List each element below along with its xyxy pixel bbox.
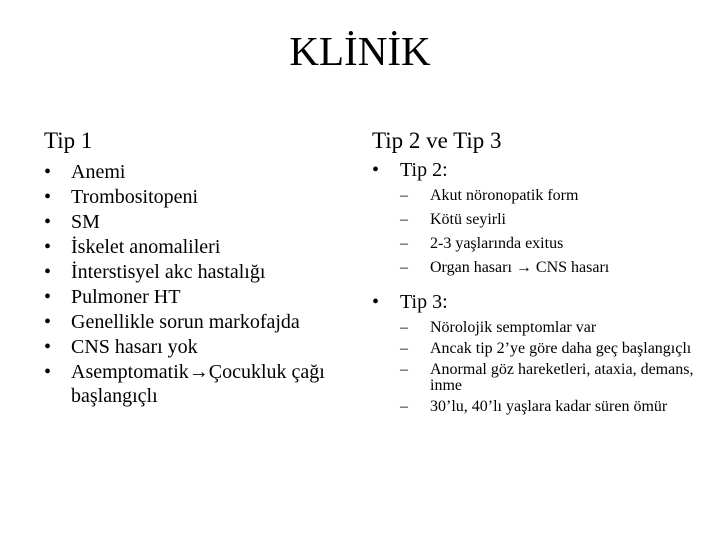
bullet-marker: • [372, 159, 380, 181]
list-item [44, 260, 364, 284]
sub-item-text: Nörolojik semptomlar var [430, 319, 597, 336]
list-item-text: CNS hasarı yok [71, 336, 198, 358]
sub-list-item [400, 188, 712, 204]
bullet-marker: • [44, 361, 52, 383]
list-item [44, 235, 364, 259]
dash-marker: – [400, 235, 408, 252]
sub-list-item [400, 399, 712, 415]
list-item-text: İskelet anomalileri [71, 236, 221, 258]
list-item-text: Pulmoner HT [71, 286, 181, 308]
list-item-text: İnterstisyel akc hastalığı [71, 261, 266, 283]
bullet-marker: • [44, 236, 52, 258]
list-item [44, 210, 364, 234]
sub-list-item [400, 260, 712, 276]
sub-item-text: Ancak tip 2’ye göre daha geç başlangıçlı [430, 340, 692, 357]
sub-item-text: Organ hasarı → CNS hasarı [430, 259, 610, 276]
bullet-marker: • [44, 161, 52, 183]
list-item [44, 185, 364, 209]
right-column-heading: Tip 2 ve Tip 3 [372, 128, 502, 153]
bullet-marker: • [44, 211, 52, 233]
group-label: Tip 3: [400, 291, 448, 313]
list-item [44, 160, 364, 184]
dash-marker: – [400, 259, 408, 276]
left-column-heading: Tip 1 [44, 128, 93, 153]
dash-marker: – [400, 340, 408, 357]
list-item-text: Trombositopeni [71, 186, 199, 208]
group-label: Tip 2: [400, 159, 448, 181]
bullet-marker: • [44, 336, 52, 358]
dash-marker: – [400, 398, 408, 415]
list-item-tip2 [372, 158, 712, 276]
sub-list-item [400, 341, 712, 357]
list-item-text: Anemi [71, 161, 126, 183]
dash-marker: – [400, 319, 408, 336]
list-item-text: Genellikle sorun markofajda [71, 311, 300, 333]
dash-marker: – [400, 361, 408, 378]
sub-item-text: 2-3 yaşlarında exitus [430, 235, 564, 252]
bullet-marker: • [44, 311, 52, 333]
bullet-marker: • [44, 261, 52, 283]
tip2-sub-list [400, 188, 712, 276]
list-item [44, 310, 364, 334]
list-item [44, 285, 364, 309]
sub-list-item [400, 212, 712, 228]
dash-marker: – [400, 211, 408, 228]
tip2-tip3-bullet-list [372, 158, 712, 420]
dash-marker: – [400, 187, 408, 204]
list-item [44, 360, 364, 408]
list-item-text: SM [71, 211, 100, 233]
tip3-sub-list [400, 320, 712, 415]
tip1-bullet-list [44, 160, 364, 409]
sub-item-text: Akut nöronopatik form [430, 187, 579, 204]
sub-item-text: Anormal göz hareketleri, ataxia, demans, inme [430, 361, 694, 394]
bullet-marker: • [44, 186, 52, 208]
slide-title: KLİNİK [289, 28, 431, 74]
sub-list-item [400, 236, 712, 252]
bullet-marker: • [44, 286, 52, 308]
list-item-tip3 [372, 290, 712, 415]
list-item-text: Asemptomatik→Çocukluk çağı başlangıçlı [71, 361, 325, 407]
sub-item-text: Kötü seyirli [430, 211, 506, 228]
sub-list-item [400, 362, 712, 394]
list-item [44, 335, 364, 359]
bullet-marker: • [372, 291, 380, 313]
sub-list-item [400, 320, 712, 336]
sub-item-text: 30’lu, 40’lı yaşlara kadar süren ömür [430, 398, 668, 415]
